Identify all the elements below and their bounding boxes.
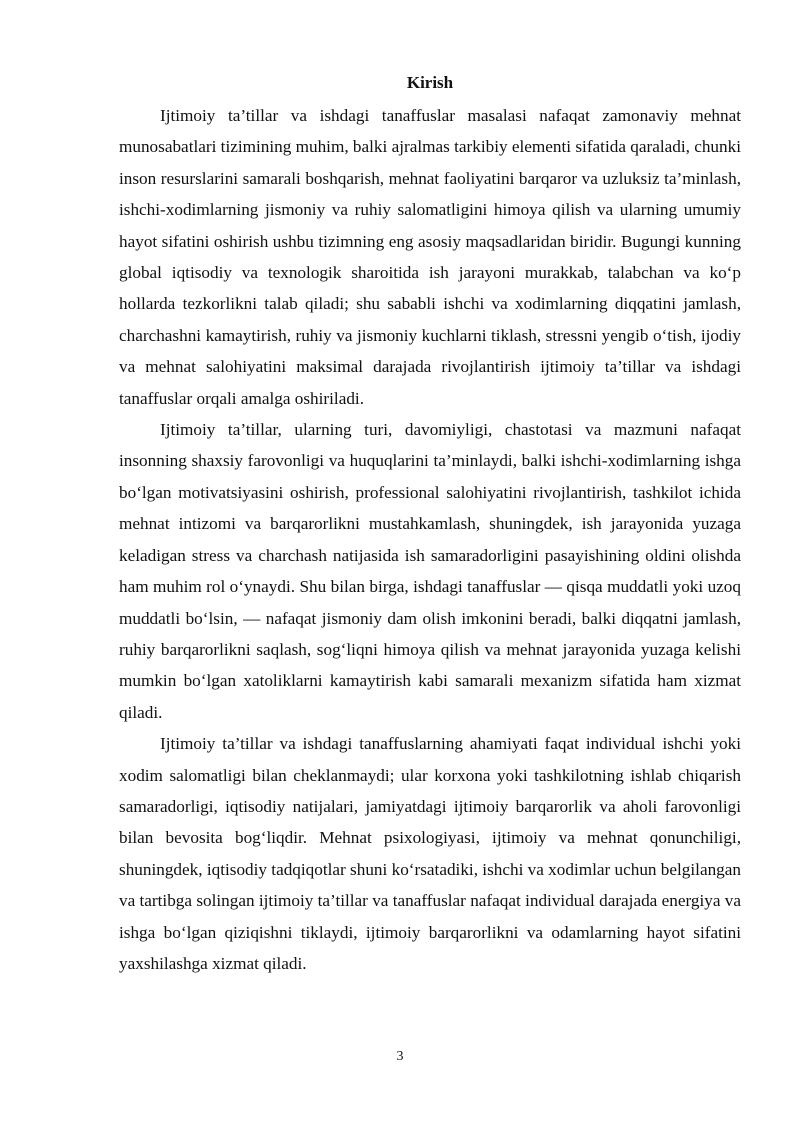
page-number: 3 xyxy=(396,1049,404,1064)
page-title: Kirish xyxy=(406,73,454,92)
document-page xyxy=(119,72,741,979)
paragraph-3: Ijtimoiy ta’tillar va ishdagi tanaffuslarning ahamiyati faqat individual ishchi yoki xodim salomatligi bilan cheklanmaydi; ular korxona yoki tashkilotning ishlab chiqarish samaradorligi, iqtisodiy natijalari, jamiyatdagi ijtimoiy barqarorlik va aholi farovonligi bilan bevosita bog‘liqdir. Mehnat psixologiyasi, ijtimoiy va mehnat qonunchiligi, shuningdek, iqtisodiy tadqiqotlar shuni ko‘rsatadiki, ishchi va xodimlar uchun belgilangan va tartibga solingan ijtimoiy ta’tillar va tanaffuslar nafaqat individual darajada energiya va ishga bo‘lgan qiziqishni tiklaydi, ijtimoiy barqarorlikni va odamlarning hayot sifatini yaxshilashga xizmat qiladi. xyxy=(119,734,741,973)
paragraph-2: Ijtimoiy ta’tillar, ularning turi, davomiyligi, chastotasi va mazmuni nafaqat insonning shaxsiy farovonligi va huquqlarini ta’minlaydi, balki ishchi-xodimlarning ishga bo‘lgan motivatsiyasini oshirish, professional salohiyatini rivojlantirish, tashkilot ichida mehnat intizomi va barqarorlikni mustahkamlash, shuningdek, ish jarayonida yuzaga keladigan stress va charchash natijasida ish samaradorligini pasayishining oldini olishda ham muhim rol o‘ynaydi. Shu bilan birga, ishdagi tanaffuslar — qisqa muddatli yoki uzoq muddatli bo‘lsin, — nafaqat jismoniy dam olish imkonini beradi, balki diqqatni jamlash, ruhiy barqarorlikni saqlash, sog‘liqni himoya qilish va mehnat jarayonida yuzaga kelishi mumkin bo‘lgan xatoliklarni kamaytirish kabi samarali mexanizm sifatida ham xizmat qiladi. xyxy=(119,420,741,722)
paragraph-1: Ijtimoiy ta’tillar va ishdagi tanaffuslar masalasi nafaqat zamonaviy mehnat munosabatlari tizimining muhim, balki ajralmas tarkibiy elementi sifatida qaraladi, chunki inson resurslarini samarali boshqarish, mehnat faoliyatini barqaror va uzluksiz ta’minlash, ishchi-xodimlarning jismoniy va ruhiy salomatligini himoya qilish va ularning umumiy hayot sifatini oshirish ushbu tizimning eng asosiy maqsadlaridan biridir. Bugungi kunning global iqtisodiy va texnologik sharoitida ish jarayoni murakkab, talabchan va ko‘p hollarda tezkorlikni talab qiladi; shu sababli ishchi va xodimlarning diqqatini jamlash, charchashni kamaytirish, ruhiy va jismoniy kuchlarni tiklash, stressni yengib o‘tish, ijodiy va mehnat salohiyatini maksimal darajada rivojlantirish ijtimoiy ta’tillar va ishdagi tanaffuslar orqali amalga oshiriladi. xyxy=(119,106,741,408)
